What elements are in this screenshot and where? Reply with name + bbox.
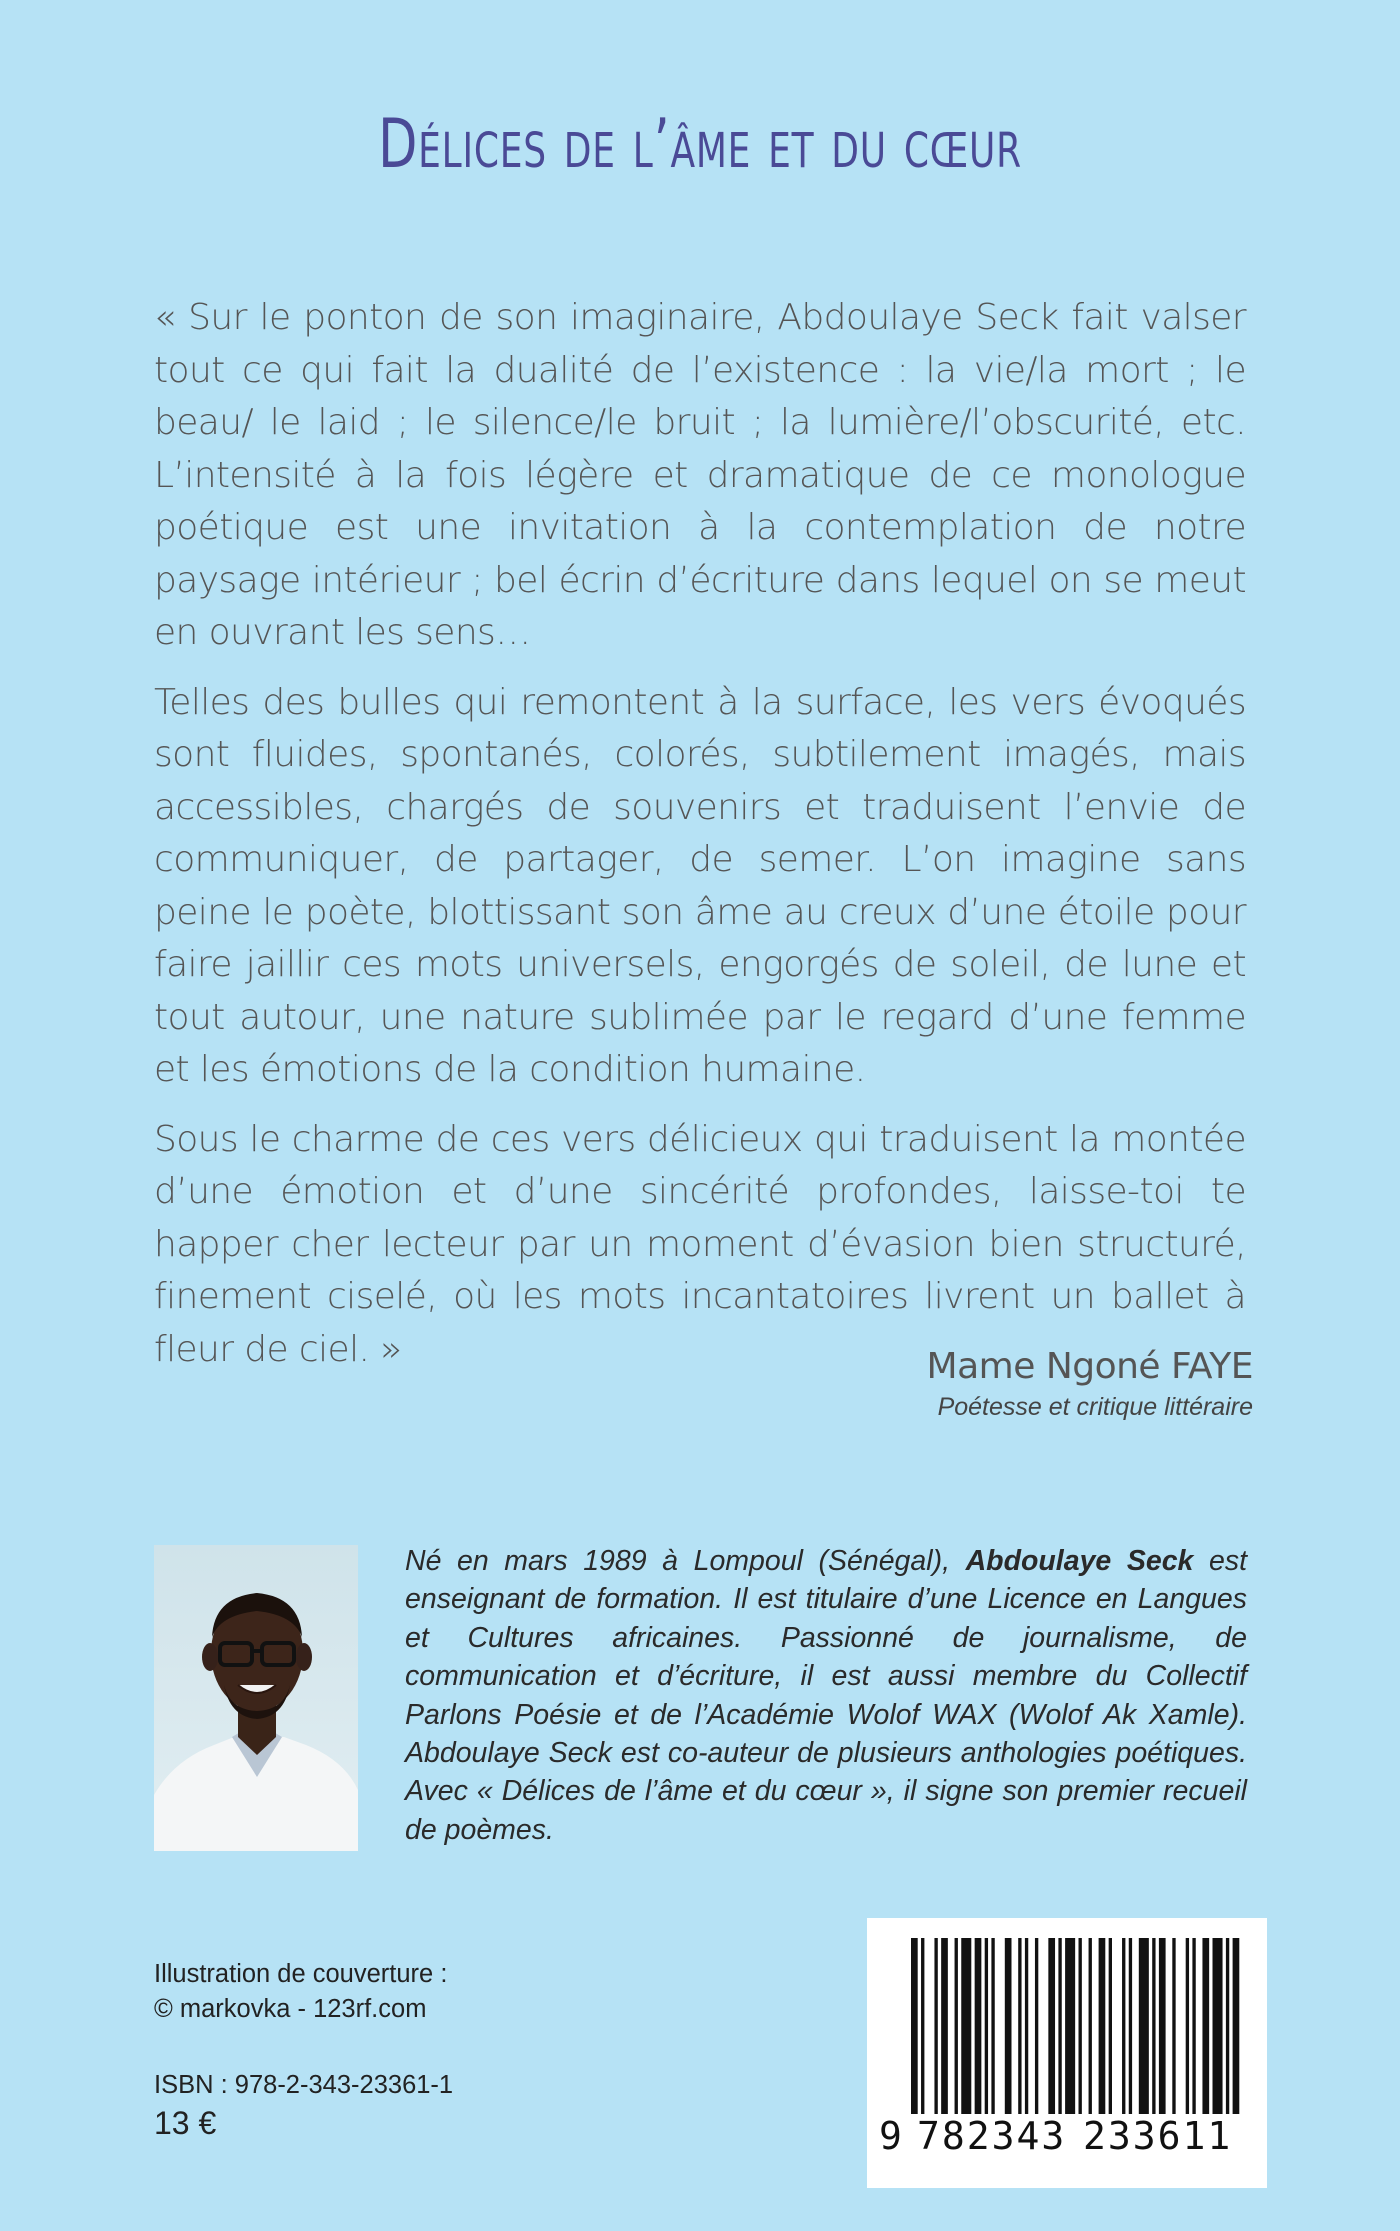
- bio-intro: Né en mars 1989 à Lompoul (Sénégal),: [405, 1545, 966, 1577]
- blurb-paragraph-1: « Sur le ponton de son imaginaire, Abdoulaye Seck fait valser tout ce qui fait la dualité de l’existence : la vie/la mort ; le beau/ le laid ; le silence/le bruit ; la lumière/l’obscurité, etc. L’intensité à la fois légère et dramatique de ce monologue poétique est une invitation à la contemplation de notre paysage intérieur ; bel écrin d’écriture dans lequel on se meut en ouvrant les sens…: [154, 297, 1246, 653]
- barcode-bar: [1172, 1938, 1175, 2114]
- credit-label: Illustration de couverture :: [154, 1960, 448, 1988]
- price: 13 €: [154, 2105, 217, 2141]
- barcode-bar: [921, 1938, 924, 2114]
- barcode-bar: [1233, 1938, 1240, 2114]
- barcode-bar: [1025, 1938, 1028, 2114]
- barcode-bar: [1065, 1938, 1075, 2114]
- barcode-bar: [1089, 1938, 1092, 2114]
- barcode-bar: [1159, 1938, 1166, 2114]
- signature-name: Mame Ngoné FAYE: [926, 1346, 1253, 1387]
- barcode-right-group: 233611: [1083, 2114, 1233, 2158]
- book-title: Délices de l’âme et du cœur: [378, 105, 1022, 184]
- barcode-bar: [1079, 1938, 1082, 2114]
- barcode-bar: [1192, 1938, 1195, 2114]
- barcode-bar: [941, 1938, 948, 2114]
- signature-role: Poétesse et critique littéraire: [937, 1393, 1253, 1421]
- isbn: ISBN : 978-2-343-23361-1: [154, 2071, 454, 2099]
- barcode-bar: [1099, 1938, 1106, 2114]
- barcode: [867, 1918, 1267, 2188]
- barcode-left-group: 782343: [917, 2114, 1067, 2158]
- barcode-bar: [1152, 1938, 1155, 2114]
- barcode-bar: [1005, 1938, 1012, 2114]
- barcode-bar: [1139, 1938, 1149, 2114]
- author-bio: [405, 1542, 1247, 1849]
- barcode-bar: [985, 1938, 988, 2114]
- barcode-bars-icon: [867, 1918, 1267, 2114]
- barcode-bar: [955, 1938, 958, 2114]
- credit-source: © markovka - 123rf.com: [154, 1995, 427, 2023]
- blurb-paragraph-2: Telles des bulles qui remontent à la surface, les vers évoqués sont fluides, spontanés, colorés, subtilement imagés, mais accessibles, chargés de souvenirs et traduisent l’envie de communiquer, de partager, de semer. L’on imagine sans peine le poète, blottissant son âme au creux d’une étoile pour faire jaillir ces mots universels, engorgés de soleil, de lune et tout autour, une nature sublimée par le regard d’une femme et les émotions de la condition humaine.: [154, 681, 1246, 1090]
- barcode-first-digit: 9: [879, 2114, 902, 2158]
- barcode-bar: [1058, 1938, 1061, 2114]
- barcode-bar: [1018, 1938, 1021, 2114]
- barcode-bar: [1129, 1938, 1132, 2114]
- blurb-signature: [927, 1344, 1253, 1424]
- bio-author-name: Abdoulaye Seck: [965, 1545, 1194, 1577]
- barcode-bar: [1122, 1938, 1125, 2114]
- bio-body: est enseignant de formation. Il est titulaire d’une Licence en Langues et Cultures africaines. Passionné de journalisme, de communication et d’écriture, il est aussi membre du Collectif Parlons Poésie et de l’Académie Wolof WAX (Wolof Ak Xamle). Abdoulaye Seck est co-auteur de plusieurs anthologies poétiques. Avec « Délices de l’âme et du cœur », il signe son premier recueil de poèmes.: [405, 1545, 1248, 1846]
- barcode-bar: [1226, 1938, 1229, 2114]
- barcode-bar: [911, 1938, 918, 2114]
- barcode-bar: [1035, 1938, 1038, 2114]
- barcode-bar: [1109, 1938, 1112, 2114]
- barcode-bar: [961, 1938, 971, 2114]
- barcode-bar: [991, 1938, 994, 2114]
- cover-illustration-credit: [154, 1957, 447, 2027]
- blurb-paragraph-3: Sous le charme de ces vers délicieux qui traduisent la montée d’une émotion et d’une sincérité profondes, laisse-toi te happer cher lecteur par un moment d’évasion bien structuré, finement ciselé, où les mots incantatoires livrent un ballet à fleur de ciel. »: [154, 1118, 1246, 1370]
- author-portrait-icon: [154, 1545, 358, 1851]
- barcode-bar: [934, 1938, 937, 2114]
- author-photo: [154, 1545, 358, 1851]
- barcode-bar: [1048, 1938, 1055, 2114]
- barcode-bar: [1202, 1938, 1209, 2114]
- barcode-bar: [1186, 1938, 1189, 2114]
- back-cover-blurb: [154, 292, 1246, 1393]
- barcode-bar: [975, 1938, 982, 2114]
- barcode-bar: [1213, 1938, 1223, 2114]
